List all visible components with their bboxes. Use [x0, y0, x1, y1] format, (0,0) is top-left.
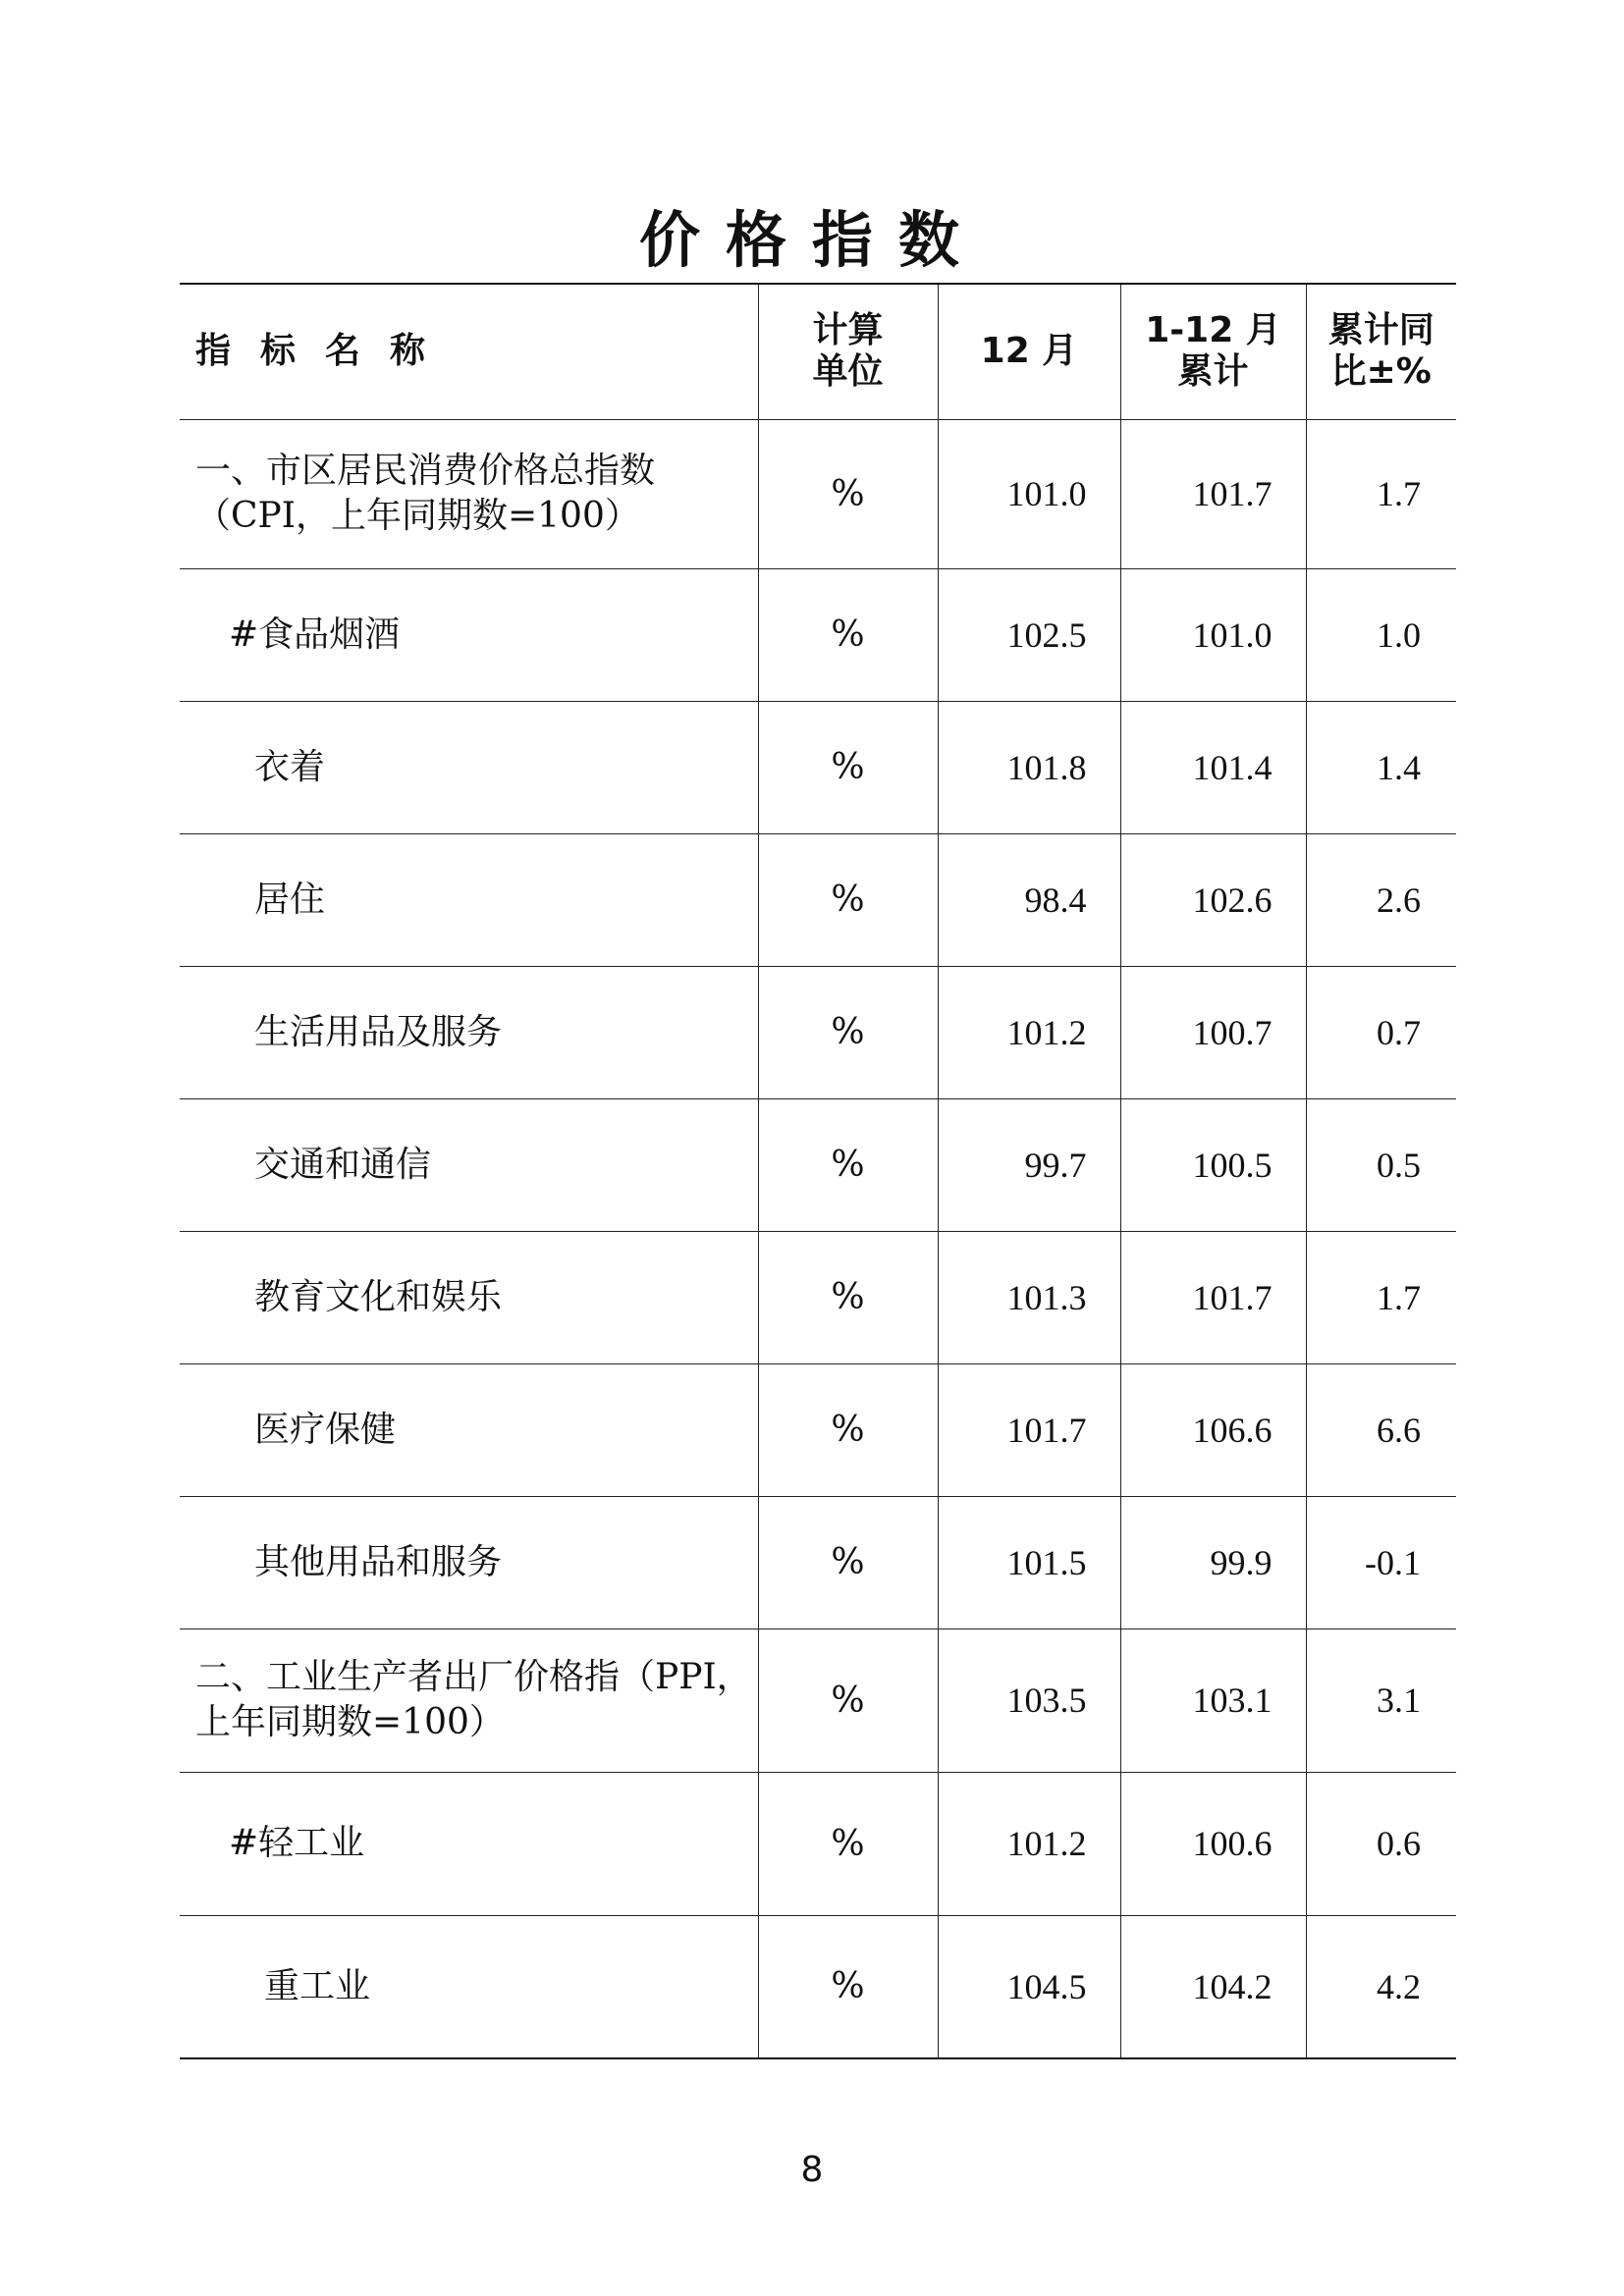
- page-number: 8: [800, 2150, 824, 2190]
- row-name: #轻工业: [180, 1772, 758, 1915]
- row-yoy-value: -0.1: [1306, 1496, 1456, 1629]
- table-row: [180, 1629, 1456, 1772]
- header-unit: [758, 284, 938, 419]
- table-header-row: [180, 284, 1456, 419]
- row-cumulative-value: 101.4: [1120, 701, 1306, 833]
- header-month: 12 月: [938, 284, 1120, 419]
- header-yoy-line2: 比±%: [1330, 351, 1432, 393]
- row-month-value: 101.5: [938, 1496, 1120, 1629]
- row-month-value: 99.7: [938, 1098, 1120, 1231]
- row-name: 交通和通信: [180, 1098, 758, 1231]
- row-cumulative-value: 102.6: [1120, 833, 1306, 966]
- row-yoy-value: 0.6: [1306, 1772, 1456, 1915]
- row-cumulative-value: 103.1: [1120, 1629, 1306, 1772]
- row-cumulative-value: 100.5: [1120, 1098, 1306, 1231]
- table-row: [180, 1496, 1456, 1629]
- row-unit: %: [758, 966, 938, 1098]
- header-cum-line2: 累计: [1177, 351, 1249, 393]
- row-cumulative-value: 100.6: [1120, 1772, 1306, 1915]
- row-name: #食品烟酒: [180, 568, 758, 701]
- row-unit: %: [758, 1772, 938, 1915]
- row-unit: %: [758, 1098, 938, 1231]
- row-yoy-value: 2.6: [1306, 833, 1456, 966]
- row-cumulative-value: 101.0: [1120, 568, 1306, 701]
- row-unit: %: [758, 701, 938, 833]
- header-cum-line1: 1-12 月: [1145, 310, 1281, 351]
- row-name: 医疗保健: [180, 1363, 758, 1496]
- header-yoy-line1: 累计同: [1327, 310, 1435, 351]
- row-month-value: 98.4: [938, 833, 1120, 966]
- row-name-line2: （CPI，上年同期数=100）: [195, 496, 640, 536]
- table-row: [180, 1363, 1456, 1496]
- page-title: 价格指数: [638, 204, 985, 276]
- header-yoy: [1306, 284, 1456, 419]
- table-row: [180, 568, 1456, 701]
- row-month-value: 104.5: [938, 1915, 1120, 2058]
- row-name-line1: 一、市区居民消费价格总指数: [195, 451, 656, 491]
- row-unit: %: [758, 1231, 938, 1363]
- row-month-value: 101.7: [938, 1363, 1120, 1496]
- row-unit: %: [758, 1363, 938, 1496]
- row-yoy-value: 0.5: [1306, 1098, 1456, 1231]
- row-name-line1: 二、工业生产者出厂价格指（PPI，: [195, 1657, 752, 1697]
- price-index-table: [180, 283, 1456, 2059]
- row-unit: %: [758, 419, 938, 568]
- row-cumulative-value: 104.2: [1120, 1915, 1306, 2058]
- header-unit-line2: 单位: [812, 351, 884, 393]
- row-yoy-value: 1.7: [1306, 419, 1456, 568]
- row-yoy-value: 6.6: [1306, 1363, 1456, 1496]
- row-month-value: 101.2: [938, 966, 1120, 1098]
- row-name: 居住: [180, 833, 758, 966]
- header-unit-line1: 计算: [812, 310, 884, 351]
- table-row: [180, 419, 1456, 568]
- row-yoy-value: 4.2: [1306, 1915, 1456, 2058]
- row-yoy-value: 3.1: [1306, 1629, 1456, 1772]
- row-month-value: 101.2: [938, 1772, 1120, 1915]
- table-row: [180, 833, 1456, 966]
- row-month-value: 101.0: [938, 419, 1120, 568]
- row-name-line2: 上年同期数=100）: [195, 1702, 505, 1742]
- row-month-value: 103.5: [938, 1629, 1120, 1772]
- table-row: [180, 966, 1456, 1098]
- row-yoy-value: 1.4: [1306, 701, 1456, 833]
- row-unit: %: [758, 833, 938, 966]
- row-cumulative-value: 106.6: [1120, 1363, 1306, 1496]
- row-name: 重工业: [180, 1915, 758, 2058]
- row-name: [180, 1629, 758, 1772]
- row-name: 衣着: [180, 701, 758, 833]
- row-cumulative-value: 101.7: [1120, 419, 1306, 568]
- row-month-value: 101.3: [938, 1231, 1120, 1363]
- row-cumulative-value: 99.9: [1120, 1496, 1306, 1629]
- row-cumulative-value: 101.7: [1120, 1231, 1306, 1363]
- row-name: 生活用品及服务: [180, 966, 758, 1098]
- row-name: [180, 419, 758, 568]
- row-name: 教育文化和娱乐: [180, 1231, 758, 1363]
- row-month-value: 102.5: [938, 568, 1120, 701]
- row-unit: %: [758, 1915, 938, 2058]
- row-unit: %: [758, 1496, 938, 1629]
- row-unit: %: [758, 568, 938, 701]
- row-unit: %: [758, 1629, 938, 1772]
- row-cumulative-value: 100.7: [1120, 966, 1306, 1098]
- table-row: [180, 1231, 1456, 1363]
- table-row: [180, 1772, 1456, 1915]
- header-cumulative: [1120, 284, 1306, 419]
- row-yoy-value: 1.0: [1306, 568, 1456, 701]
- table-row: [180, 1915, 1456, 2058]
- row-yoy-value: 1.7: [1306, 1231, 1456, 1363]
- table-row: [180, 701, 1456, 833]
- row-yoy-value: 0.7: [1306, 966, 1456, 1098]
- row-name: 其他用品和服务: [180, 1496, 758, 1629]
- table-row: [180, 1098, 1456, 1231]
- row-month-value: 101.8: [938, 701, 1120, 833]
- header-name: 指标名称: [180, 284, 758, 419]
